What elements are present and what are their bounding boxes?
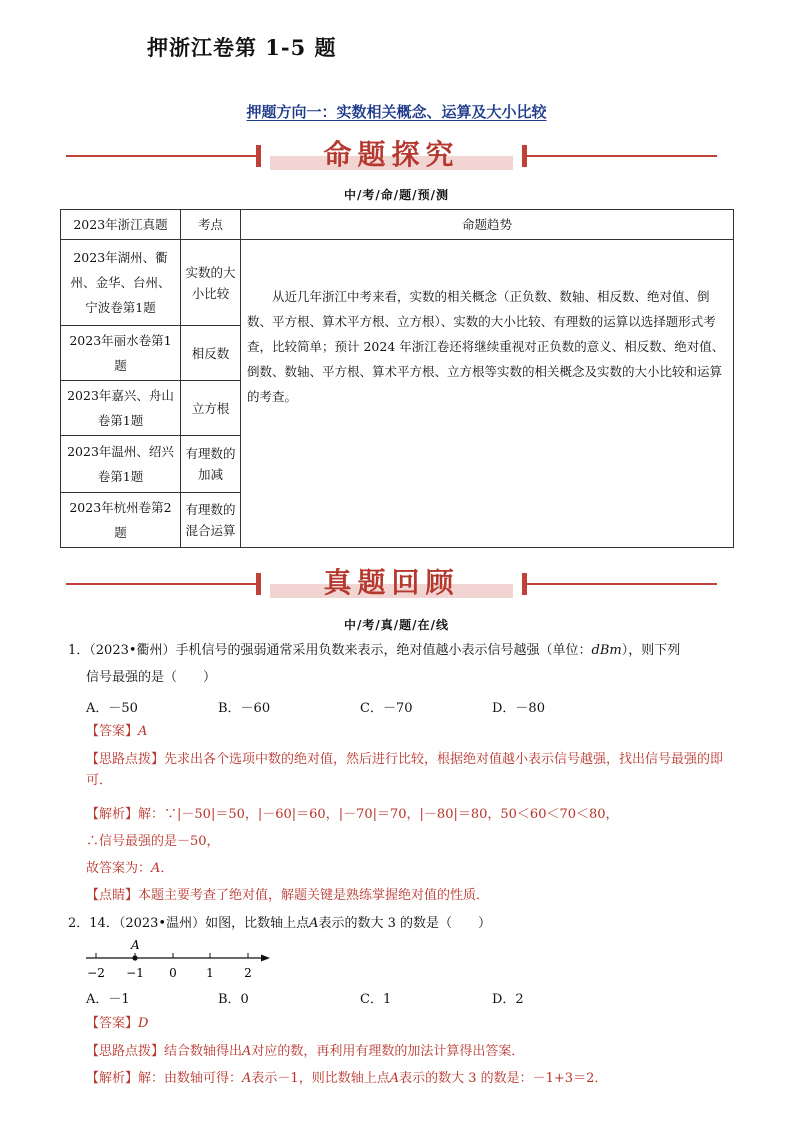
question-1-hint: 【思路点拨】先求出各个选项中数的绝对值，然后进行比较，根据绝对值越小表示信号越强，找出信号最强的即可． — [86, 752, 724, 788]
table-cell: 立方根 — [181, 381, 241, 436]
tick-label: −1 — [126, 966, 144, 980]
question-1-analysis-2: ∴信号最强的是－50， — [86, 834, 220, 849]
table-cell: 2023年杭州卷第2题 — [61, 493, 181, 548]
tick-label: 1 — [206, 966, 214, 980]
question-1-answer: 【答案】A — [86, 724, 148, 739]
point-a-label: A — [131, 938, 140, 952]
table-cell: 2023年嘉兴、舟山卷第1题 — [61, 381, 181, 436]
table-header: 命题趋势 — [241, 210, 734, 240]
option-b: B．－60 — [218, 701, 271, 716]
question-2-stem: 2．14．（2023•温州）如图，比数轴上点A表示的数大 3 的数是（ ） — [68, 916, 492, 931]
option-c: C．1 — [360, 992, 392, 1007]
banner-title: 命题探究 — [323, 138, 460, 171]
option-d: D．－80 — [492, 701, 545, 716]
option-a: A．－50 — [86, 701, 138, 716]
question-1-comment: 【点睛】本题主要考查了绝对值，解题关键是熟练掌握绝对值的性质． — [86, 888, 490, 903]
exam-table — [60, 209, 734, 548]
question-1-analysis-3: 故答案为：A． — [86, 861, 174, 876]
trend-cell: 从近几年浙江中考来看，实数的相关概念（正负数、数轴、相反数、绝对值、倒数、平方根、算术平方根、立方根）、实数的大小比较、有理数的运算以选择题形式考查，比较简单；预计 2024 年浙江卷还将继续重视对正负数的意义、相反数、绝对值、倒数、数轴、平方根、算术平方根、立方根等实数的相关概念及实数的大小比较和运算的考查。 — [241, 240, 734, 548]
section-subtitle: 中/考/命/题/预/测 — [344, 188, 449, 202]
section-banner-proposition — [66, 136, 717, 176]
table-header-row — [61, 210, 734, 240]
question-2-answer: 【答案】D — [86, 1016, 149, 1031]
section-subtitle: 中/考/真/题/在/线 — [344, 618, 449, 632]
table-cell: 实数的大小比较 — [181, 240, 241, 326]
tick-label: 0 — [169, 966, 177, 980]
table-cell: 有理数的混合运算 — [181, 493, 241, 548]
table-header: 考点 — [181, 210, 241, 240]
number-line-arrow — [261, 955, 270, 962]
question-2-analysis: 【解析】解：由数轴可得：A表示－1，则比数轴上点A表示的数大 3 的数是：－1+3＝2． — [86, 1071, 608, 1086]
table-row — [61, 240, 734, 326]
banner-title: 真题回顾 — [323, 566, 460, 599]
question-1-analysis: 【解析】解：∵|－50|＝50，|－60|＝60，|－70|＝70，|－80|＝80，50＜60＜70＜80， — [86, 807, 619, 822]
question-1-stem-cont: 信号最强的是（ ） — [86, 670, 217, 685]
direction-heading: 押题方向一：实数相关概念、运算及大小比较 — [246, 103, 547, 121]
option-b: B．0 — [218, 992, 249, 1007]
point-a-dot — [132, 955, 137, 960]
table-cell: 2023年温州、绍兴卷第1题 — [61, 436, 181, 493]
table-cell: 2023年丽水卷第1题 — [61, 326, 181, 381]
table-header: 2023年浙江真题 — [61, 210, 181, 240]
page-title: 押浙江卷第 1-5 题 — [147, 35, 337, 60]
number-line-figure — [84, 936, 274, 982]
option-c: C．－70 — [360, 701, 413, 716]
table-cell: 2023年湖州、衢州、金华、台州、宁波卷第1题 — [61, 240, 181, 326]
option-d: D．2 — [492, 992, 524, 1007]
question-2-hint: 【思路点拨】结合数轴得出A对应的数，再利用有理数的加法计算得出答案． — [86, 1044, 525, 1059]
tick-label: 2 — [244, 966, 252, 980]
tick-label: −2 — [87, 966, 105, 980]
table-cell: 相反数 — [181, 326, 241, 381]
section-banner-review — [66, 564, 717, 604]
table-cell: 有理数的加减 — [181, 436, 241, 493]
option-a: A．－1 — [86, 992, 130, 1007]
question-1-stem: 1．（2023•衢州）手机信号的强弱通常采用负数来表示，绝对值越小表示信号越强（单位：dBm），则下列 — [68, 643, 681, 658]
